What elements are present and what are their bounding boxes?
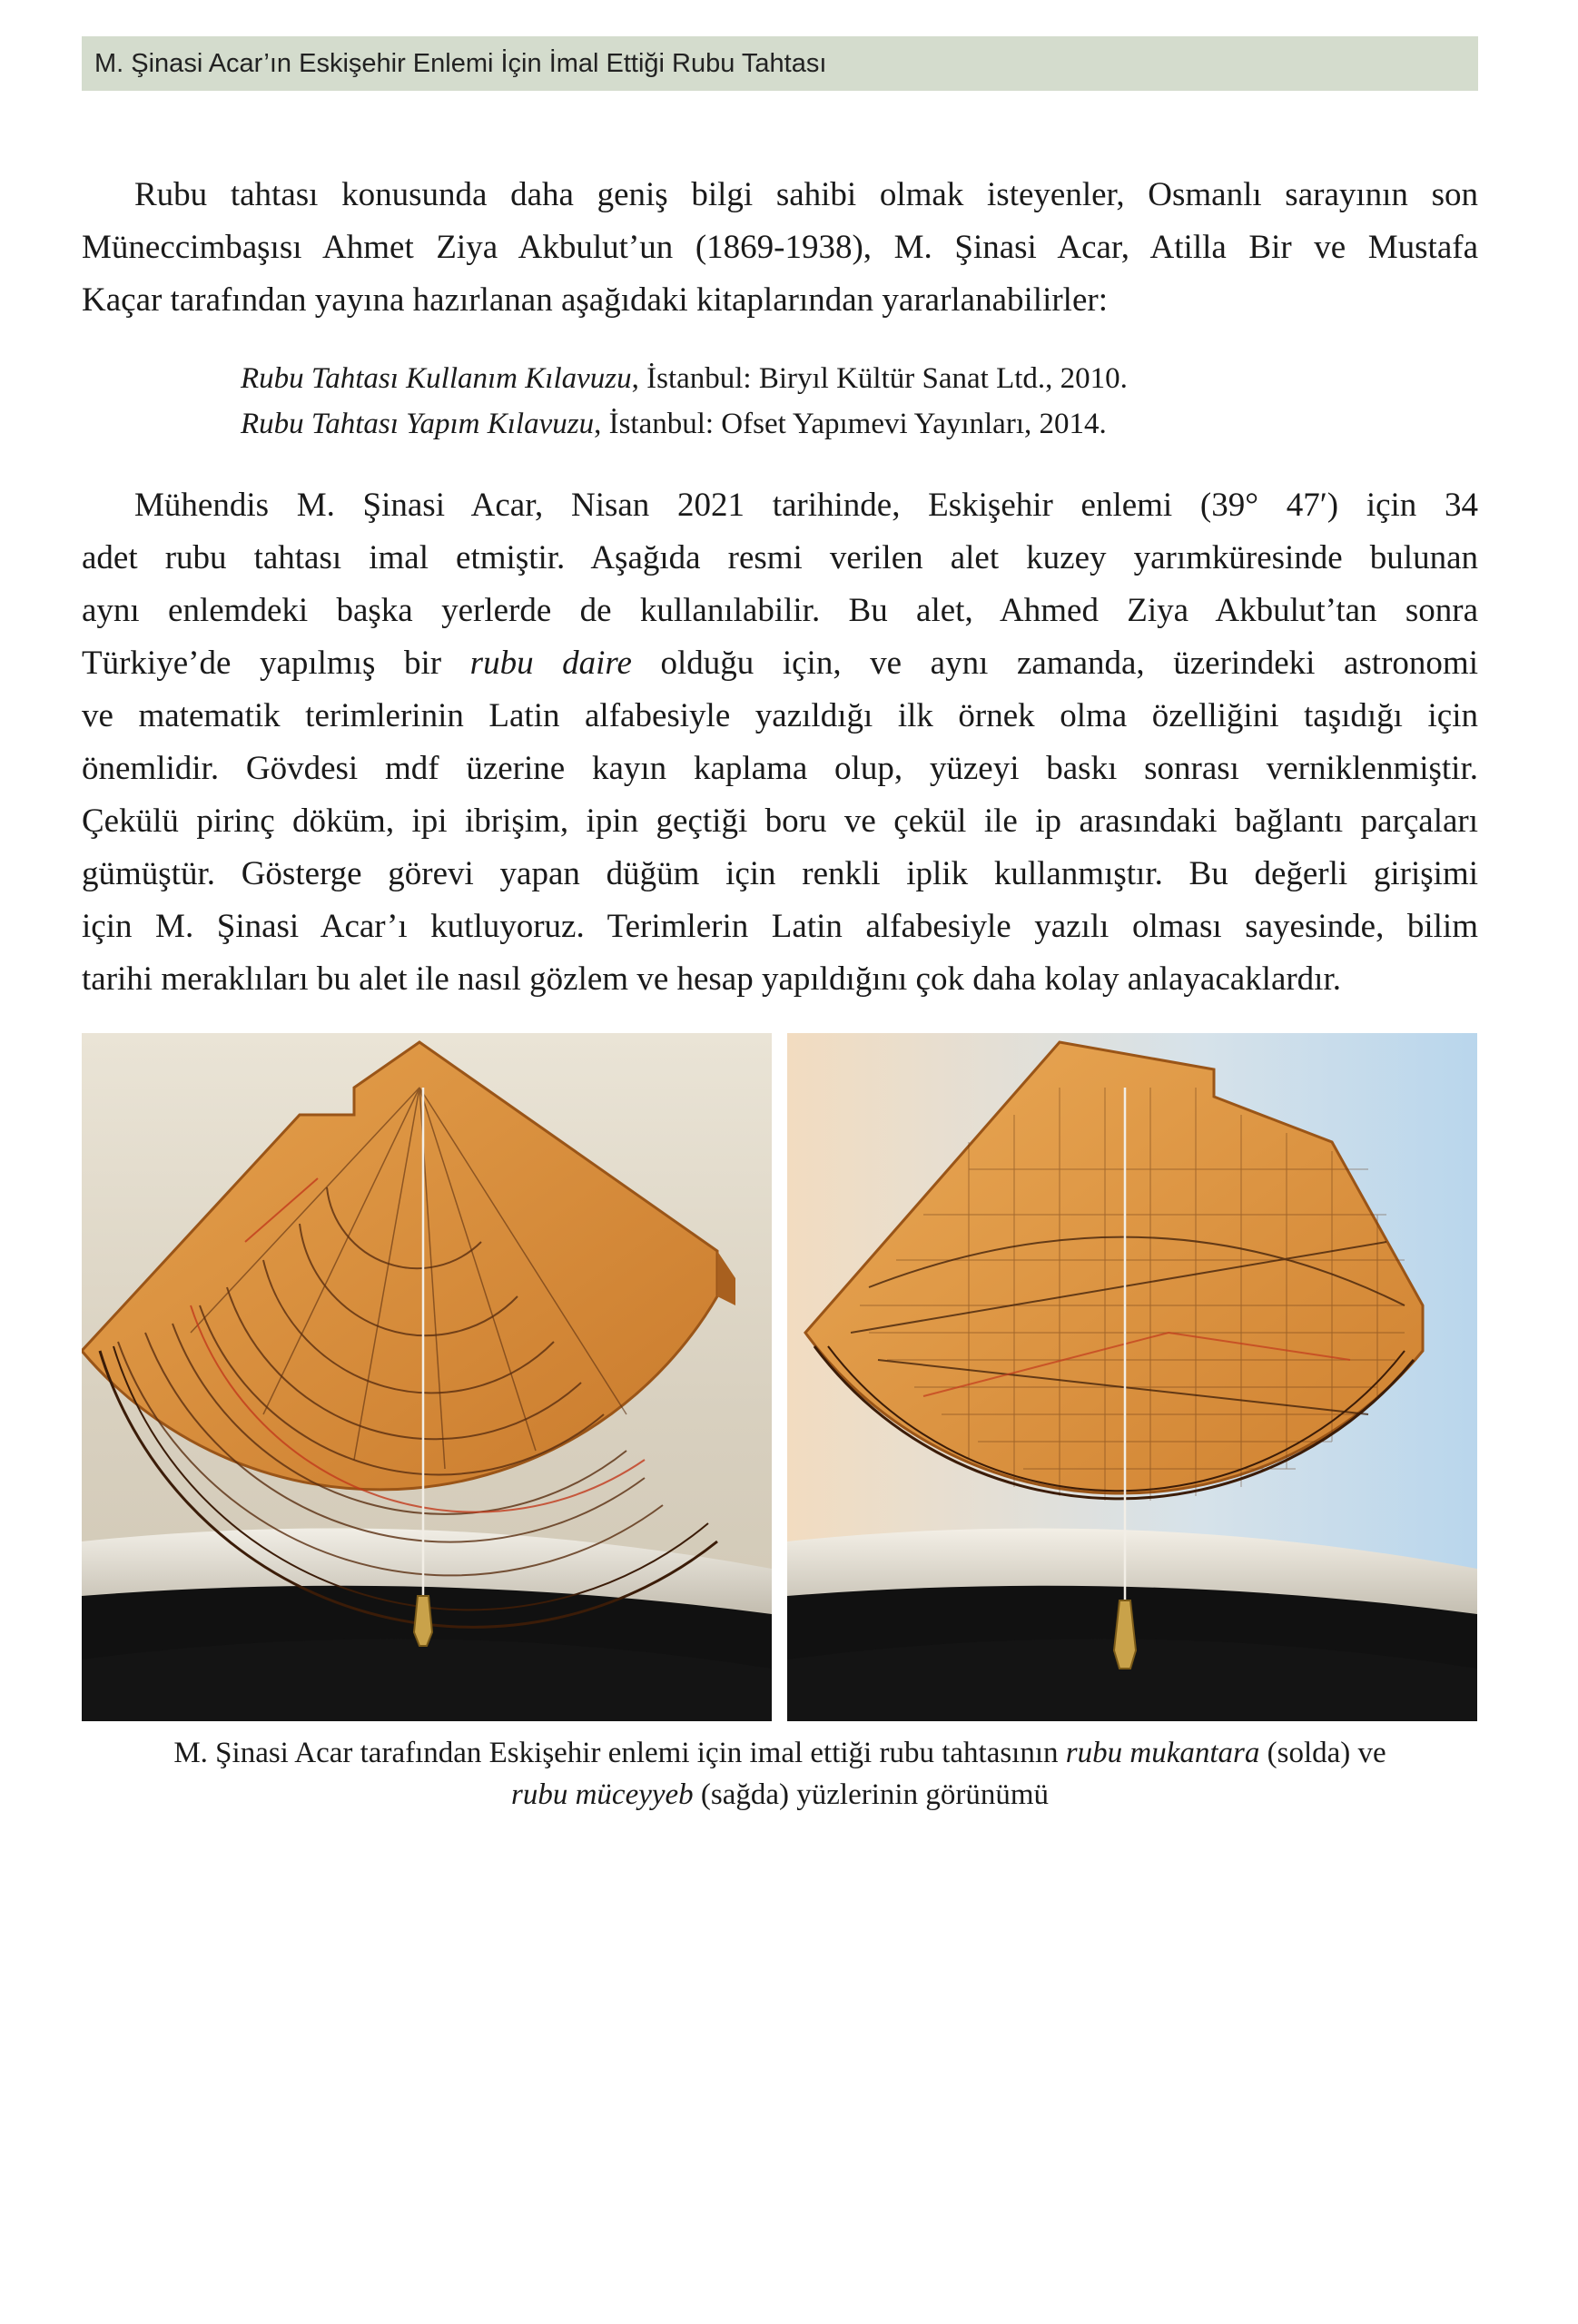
reference-title: Rubu Tahtası Kullanım Kılavuzu: [241, 362, 632, 395]
photo-rubu-mukantara: [82, 1033, 772, 1721]
caption-text: M. Şinasi Acar tarafından Eskişehir enlemi için imal ettiği rubu tahtasının: [173, 1737, 1066, 1769]
paragraph-line: aynı enlemdeki başka yerlerde de kullanılabilir. Bu alet, Ahmed Ziya Akbulut’tan sonra: [82, 592, 1478, 629]
main-paragraph: [82, 479, 1478, 1006]
running-header-title: M. Şinasi Acar’ın Eskişehir Enlemi İçin İmal Ettiği Rubu Tahtası: [94, 49, 827, 78]
paragraph-line: Rubu tahtası konusunda daha geniş bilgi sahibi olmak isteyenler, Osmanlı sarayının son: [134, 176, 1478, 213]
paragraph-line: önemlidir. Gövdesi mdf üzerine kayın kaplama olup, yüzeyi baskı sonrası verniklenmiştir.: [82, 750, 1478, 787]
caption-line: [82, 1774, 1478, 1816]
caption-line: [82, 1732, 1478, 1774]
paragraph-line: Kaçar tarafından yayına hazırlanan aşağıdaki kitaplarından yararlanabilirler:: [82, 281, 1108, 319]
paragraph-line: [82, 637, 1478, 690]
reference-list: [241, 356, 1128, 447]
caption-text: (solda) ve: [1259, 1737, 1386, 1769]
caption-italic-term: rubu müceyyeb: [511, 1778, 694, 1811]
line-text: olduğu için, ve aynı zamanda, üzerindeki astronomi: [631, 645, 1478, 682]
intro-paragraph: [82, 169, 1478, 327]
reference-item: [241, 401, 1128, 447]
paragraph-line: tarihi meraklıları bu alet ile nasıl gözlem ve hesap yapıldığını çok daha kolay anlayacaklardır.: [82, 960, 1341, 998]
italic-term: rubu daire: [469, 645, 632, 682]
reference-publisher: , İstanbul: Ofset Yapımevi Yayınları, 2014.: [594, 408, 1107, 440]
reference-title: Rubu Tahtası Yapım Kılavuzu: [241, 408, 595, 440]
running-header: [82, 36, 1478, 91]
quadrant-illustration: [82, 1033, 772, 1721]
reference-item: [241, 356, 1128, 401]
paragraph-line: Mühendis M. Şinasi Acar, Nisan 2021 tarihinde, Eskişehir enlemi (39° 47′) için 34: [134, 487, 1478, 524]
line-text: Türkiye’de yapılmış bir: [82, 645, 470, 682]
quadrant-illustration: [787, 1033, 1477, 1721]
figure-caption: [82, 1732, 1478, 1816]
caption-italic-term: rubu mukantara: [1065, 1737, 1260, 1769]
paragraph-line: için M. Şinasi Acar’ı kutluyoruz. Terimlerin Latin alfabesiyle yazılı olması sayesinde, bilim: [82, 908, 1478, 945]
paragraph-line: adet rubu tahtası imal etmiştir. Aşağıda resmi verilen alet kuzey yarımküresinde bulunan: [82, 539, 1478, 576]
paragraph-line: Müneccimbaşısı Ahmet Ziya Akbulut’un (1869-1938), M. Şinasi Acar, Atilla Bir ve Mustafa: [82, 229, 1478, 266]
caption-text: (sağda) yüzlerinin görünümü: [693, 1778, 1049, 1811]
photo-rubu-muceyyeb: [787, 1033, 1477, 1721]
paragraph-line: Çekülü pirinç döküm, ipi ibrişim, ipin geçtiği boru ve çekül ile ip arasındaki bağlantı parçaları: [82, 803, 1478, 840]
paragraph-line: ve matematik terimlerinin Latin alfabesiyle yazıldığı ilk örnek olma özelliğini taşıdığı için: [82, 697, 1478, 734]
paragraph-line: gümüştür. Gösterge görevi yapan düğüm için renkli iplik kullanmıştır. Bu değerli girişimi: [82, 855, 1478, 892]
reference-publisher: , İstanbul: Biryıl Kültür Sanat Ltd., 2010.: [631, 362, 1128, 395]
